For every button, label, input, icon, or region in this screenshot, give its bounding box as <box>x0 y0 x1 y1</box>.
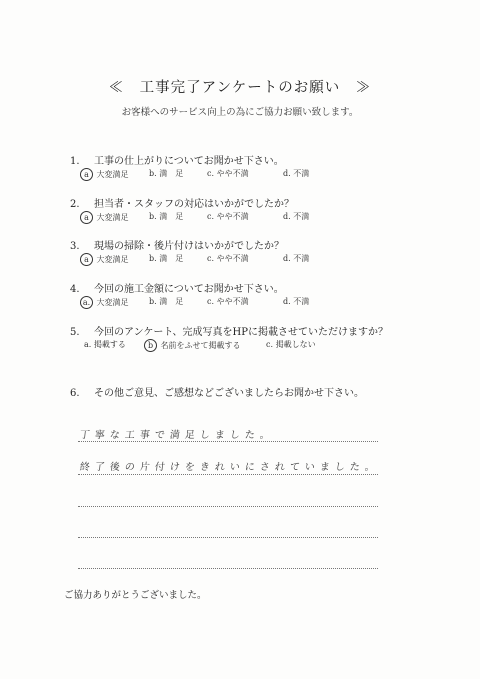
question-number: 5. <box>70 327 80 338</box>
question-text: 工事の仕上がりについてお聞かせ下さい。 <box>94 156 284 167</box>
comment-line <box>78 568 378 569</box>
comment-line <box>78 441 378 442</box>
closing-message: ご協力ありがとうございました。 <box>64 590 207 601</box>
question-text: 担当者・スタッフの対応はいかがでしたか？ <box>94 199 294 210</box>
option-b[interactable]: b. 満 足 <box>149 297 184 306</box>
selection-circle: a. <box>80 296 93 309</box>
option-a-selected[interactable]: a 大変満足 <box>80 168 129 181</box>
answer-options-2 <box>80 211 340 225</box>
selection-circle: a <box>80 253 93 266</box>
option-b[interactable]: b. 満 足 <box>149 169 184 178</box>
option-a[interactable]: a. 掲載する <box>84 340 126 349</box>
question-number: 6. <box>70 388 80 399</box>
handwritten-comment-line-2: 終了後の片付けをきれいにされていました。 <box>79 462 381 473</box>
option-c[interactable]: c. やや不満 <box>207 254 249 263</box>
question-text: 今回のアンケート、完成写真をHPに掲載させていただけますか？ <box>94 327 388 338</box>
question-number: 1. <box>70 156 80 167</box>
option-d[interactable]: d. 不満 <box>283 212 310 221</box>
option-d[interactable]: d. 不満 <box>283 297 310 306</box>
question-text: 今回の施工金額についてお聞かせ下さい。 <box>94 284 284 295</box>
question-1 <box>70 152 284 167</box>
page-title: ≪ 工事完了アンケートのお願い ≫ <box>108 80 372 96</box>
handwritten-comment-line-1: 丁寧な工事で満足しました。 <box>79 430 276 441</box>
option-b-selected[interactable]: b 名前をふせて掲載する <box>144 339 241 352</box>
answer-options-5 <box>84 339 374 353</box>
selection-circle: b <box>144 339 157 352</box>
option-d[interactable]: d. 不満 <box>283 254 310 263</box>
option-d[interactable]: d. 不満 <box>283 169 310 178</box>
comment-line <box>78 537 378 538</box>
question-text: その他ご意見、ご感想などございましたらお聞かせ下さい。 <box>94 388 364 399</box>
option-a-selected[interactable]: a 大変満足 <box>80 211 129 224</box>
selection-circle: a <box>80 168 93 181</box>
answer-options-1 <box>80 168 340 182</box>
question-2 <box>70 195 294 210</box>
question-text: 現場の掃除・後片付けはいかがでしたか？ <box>94 241 284 252</box>
answer-options-4 <box>80 296 340 310</box>
question-4 <box>70 280 284 295</box>
option-c[interactable]: c. やや不満 <box>207 297 249 306</box>
question-3 <box>70 237 284 252</box>
option-b[interactable]: b. 満 足 <box>149 212 184 221</box>
option-c[interactable]: c. やや不満 <box>207 169 249 178</box>
question-5 <box>70 323 388 338</box>
option-c[interactable]: c. 掲載しない <box>266 340 316 349</box>
question-6 <box>70 384 364 399</box>
option-a-selected[interactable]: a 大変満足 <box>80 253 129 266</box>
question-number: 4. <box>70 284 80 295</box>
comment-line <box>78 506 378 507</box>
page-subtitle: お客様へのサービス向上の為にご協力お願い致します。 <box>121 107 359 118</box>
question-number: 3. <box>70 241 80 252</box>
question-number: 2. <box>70 199 80 210</box>
selection-circle: a <box>80 211 93 224</box>
option-c[interactable]: c. やや不満 <box>207 212 249 221</box>
comment-line <box>78 474 378 475</box>
option-b[interactable]: b. 満 足 <box>149 254 184 263</box>
option-a-selected[interactable]: a. 大変満足 <box>80 296 129 309</box>
answer-options-3 <box>80 253 340 267</box>
